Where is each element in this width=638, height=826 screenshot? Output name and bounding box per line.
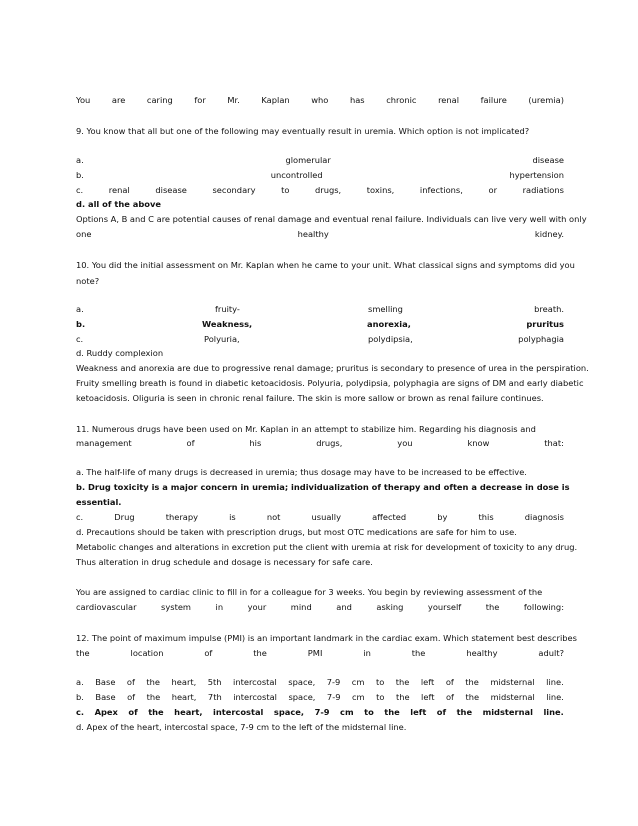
word: who [311, 95, 329, 105]
q11-option-b-answer: b. Drug toxicity is a major concern in uremia; individualization of therapy and often a decrease in dose is [76, 482, 570, 492]
word: your [247, 602, 267, 612]
word: disease [532, 155, 564, 165]
question-12: 12. The point of maximum impulse (PMI) is an important landmark in the cardiac exam. Which statement best describes [76, 633, 577, 643]
word: asking [376, 602, 404, 612]
word: the [395, 692, 410, 702]
intro-line-2: You are assigned to cardiac clinic to fill in for a colleague for 3 weeks. You begin by reviewing assessment of the [76, 587, 543, 597]
word: Apex [94, 707, 118, 717]
word: of [204, 648, 213, 658]
word: in [215, 602, 224, 612]
q10-option-c-w1: Polyuria, [204, 334, 240, 344]
word: location [130, 648, 164, 658]
word: of [445, 692, 454, 702]
word: midsternal [482, 707, 533, 717]
word: Base [95, 692, 116, 702]
q10-explanation-1: Weakness and anorexia are due to progressive renal damage; pruritus is secondary to presence of urea in the perspiration. [76, 363, 589, 373]
q9-option-b [76, 170, 564, 181]
word: secondary [212, 185, 256, 195]
word: heart, [171, 677, 197, 687]
word: are [111, 95, 126, 105]
word: left [421, 692, 435, 702]
word: following: [523, 602, 564, 612]
q10-option-d: d. Ruddy complexion [76, 348, 164, 358]
q10-option-c-w3: polyphagia [518, 334, 564, 344]
word: cardiovascular [76, 602, 137, 612]
word: 7-9 [326, 692, 341, 702]
word: system [161, 602, 192, 612]
word: space, [273, 707, 305, 717]
q10-option-a-w1: fruity- [215, 304, 240, 314]
q11-option-d: d. Precautions should be taken with prescription drugs, but most OTC medications are safe for him to use. [76, 527, 517, 537]
q9-option-d-answer: d. all of the above [76, 199, 162, 209]
word: Drug [114, 512, 135, 522]
word: glomerular [285, 155, 331, 165]
word: not [266, 512, 281, 522]
word: 7-9 [314, 707, 330, 717]
word: of [445, 677, 454, 687]
word: of [436, 707, 447, 717]
q10-option-a-w3: breath. [534, 304, 564, 314]
word: the [146, 677, 161, 687]
q12-option-b [76, 692, 564, 703]
intro-line-2-cont [76, 602, 564, 613]
word: intercostal [233, 677, 277, 687]
q10-option-b-letter: b. [76, 319, 86, 329]
word: disease [155, 185, 187, 195]
word: renal [108, 185, 130, 195]
q11-explanation-2: Thus alteration in drug schedule and dosage is necessary for safe care. [76, 557, 373, 567]
question-11-cont [76, 438, 564, 449]
word: hypertension [509, 170, 564, 180]
word: in [363, 648, 371, 658]
word: his [249, 438, 262, 448]
word: toxins, [366, 185, 395, 195]
word: healthy [466, 648, 498, 658]
word: one [76, 229, 92, 239]
word: or [488, 185, 497, 195]
q10-explanation-3: ketoacidosis. Oliguria is seen in chronic renal failure. The skin is more sallow or brown as renal failure continues. [76, 393, 544, 403]
word: intercostal [213, 707, 264, 717]
q10-option-c-w2: polydipsia, [368, 334, 413, 344]
word: to [375, 677, 385, 687]
word: Base [95, 677, 116, 687]
word: of [186, 438, 195, 448]
word: this [478, 512, 494, 522]
question-9: 9. You know that all but one of the following may eventually result in uremia. Which option is not implicated? [76, 126, 530, 136]
intro-line-1 [76, 95, 564, 106]
question-11: 11. Numerous drugs have been used on Mr. Kaplan in an attempt to stabilize him. Regarding his diagnosis and [76, 424, 536, 434]
word: cm [351, 692, 365, 702]
word: cm [340, 707, 354, 717]
word: c. [76, 185, 84, 195]
word: b. [76, 692, 84, 702]
word: of [126, 677, 135, 687]
word: You [76, 95, 91, 105]
q10-option-c-letter: c. [76, 334, 84, 344]
q9-explanation: Options A, B and C are potential causes of renal damage and eventual renal failure. Individuals can live very well with only [76, 214, 587, 224]
q9-explanation-cont [76, 229, 564, 240]
q10-option-a-w2: smelling [368, 304, 403, 314]
q10-explanation-2: Fruity smelling breath is found in diabetic ketoacidosis. Polyuria, polydipsia, polyphagia are signs of DM and early diabetic [76, 378, 584, 388]
word: adult? [538, 648, 564, 658]
word: affected [372, 512, 407, 522]
word: the [411, 648, 426, 658]
word: to [376, 692, 385, 702]
word: by [437, 512, 448, 522]
word: to [364, 707, 374, 717]
question-10-cont: note? [76, 276, 100, 286]
q12-option-a [76, 677, 564, 688]
word: you [397, 438, 413, 448]
word: left [420, 677, 435, 687]
word: drugs, [316, 438, 343, 448]
word: radiations [522, 185, 564, 195]
word: the [76, 648, 90, 658]
word: the [456, 707, 473, 717]
word: the [253, 648, 267, 658]
word: renal [438, 95, 460, 105]
word: the [485, 602, 500, 612]
word: c. [76, 512, 84, 522]
word: 7-9 [326, 677, 341, 687]
word: a. [76, 155, 84, 165]
q9-option-c [76, 185, 564, 196]
word: midsternal [490, 677, 535, 687]
word: drugs, [315, 185, 342, 195]
word: cm [351, 677, 365, 687]
word: midsternal [490, 692, 535, 702]
word: space, [288, 677, 316, 687]
word: infections, [419, 185, 463, 195]
word: has [349, 95, 365, 105]
word: the [465, 677, 479, 687]
word: heart, [171, 692, 197, 702]
word: kidney. [534, 229, 564, 239]
word: 5th [207, 677, 222, 687]
q12-option-d: d. Apex of the heart, intercostal space, 7-9 cm to the left of the midsternal line. [76, 722, 407, 732]
word: of [128, 707, 138, 717]
word: to [281, 185, 290, 195]
word: of [127, 692, 136, 702]
word: left [410, 707, 427, 717]
word: line. [543, 707, 564, 717]
word: the [148, 707, 164, 717]
q11-explanation-1: Metabolic changes and alterations in excretion put the client with uremia at risk for development of toxicity to any drug. [76, 542, 578, 552]
word: healthy [297, 229, 329, 239]
word: for [194, 95, 206, 105]
word: chronic [386, 95, 417, 105]
word: the [146, 692, 161, 702]
word: usually [311, 512, 341, 522]
q12-option-c-answer [76, 707, 564, 718]
word: Mr. [227, 95, 240, 105]
word: and [336, 602, 352, 612]
q10-option-a-letter: a. [76, 304, 84, 314]
word: the [395, 677, 410, 687]
question-12-cont [76, 648, 564, 659]
word: the [384, 707, 400, 717]
word: a. [76, 677, 84, 687]
word: (uremia) [528, 95, 564, 105]
q11-option-a: a. The half-life of many drugs is decreased in uremia; thus dosage may have to be increased to be effective. [76, 467, 527, 477]
question-10: 10. You did the initial assessment on Mr. Kaplan when he came to your unit. What classical signs and symptoms did you [76, 260, 575, 270]
word: mind [290, 602, 312, 612]
word: know [467, 438, 490, 448]
word: line. [546, 677, 564, 687]
word: b. [76, 170, 84, 180]
word: Kaplan [261, 95, 290, 105]
q11-option-b-answer-cont: essential. [76, 497, 122, 507]
word: uncontrolled [270, 170, 323, 180]
word: therapy [165, 512, 199, 522]
word: intercostal [233, 692, 277, 702]
word: caring [146, 95, 173, 105]
word: 7th [207, 692, 222, 702]
q11-option-c [76, 512, 564, 523]
word: space, [288, 692, 316, 702]
word: is [229, 512, 236, 522]
word: yourself [427, 602, 462, 612]
q10-option-b-w1: Weakness, [202, 319, 253, 329]
word: failure [480, 95, 507, 105]
q10-option-b-w3: pruritus [526, 319, 564, 329]
word: diagnosis [524, 512, 564, 522]
word: PMI [307, 648, 323, 658]
word: line. [546, 692, 564, 702]
word: the [465, 692, 480, 702]
q10-option-b-w2: anorexia, [367, 319, 411, 329]
word: that: [544, 438, 564, 448]
word: c. [76, 707, 85, 717]
q9-option-a [76, 155, 564, 166]
word: heart, [174, 707, 203, 717]
word: management [76, 438, 132, 448]
